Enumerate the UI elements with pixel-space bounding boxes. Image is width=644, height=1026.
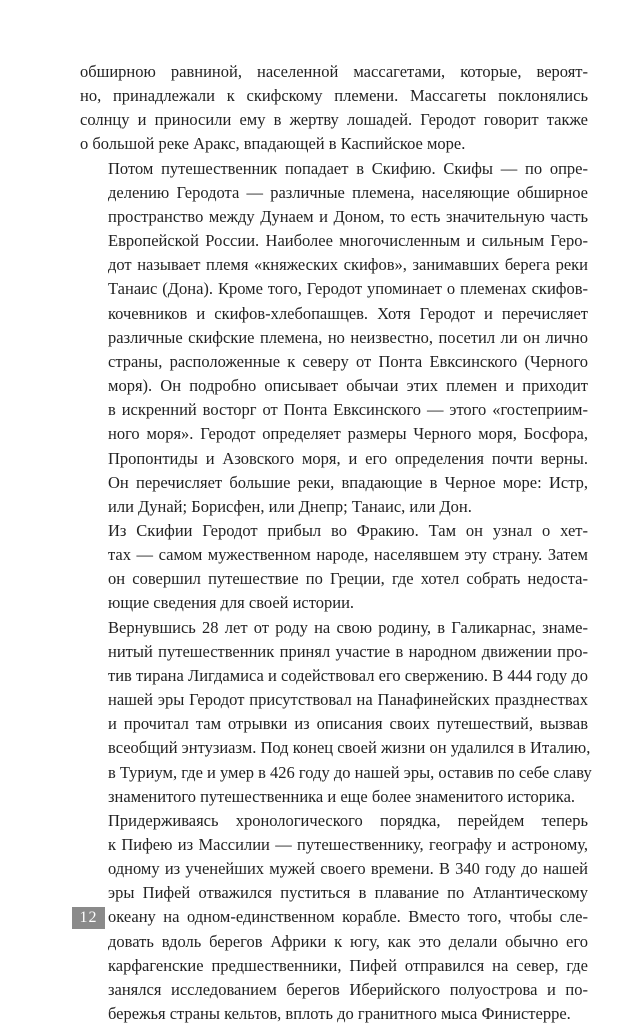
text-line: различные скифские племена, но неизвестно, посетил ли он лично xyxy=(108,327,588,347)
paragraph xyxy=(80,616,592,809)
text-line: занялся исследованием берегов Иберийского полуострова и по- xyxy=(108,979,588,999)
text-line: делению Геродота — различные племена, населяющие обширное xyxy=(108,182,588,202)
text-line: обширною равниной, населенной массагетами, которые, вероят- xyxy=(80,62,588,81)
text-line: и прочитал там отрывки из описания своих путешествий, вызвав xyxy=(108,714,588,734)
text-line: карфагенские предшественники, Пифей отправился на север, где xyxy=(108,955,588,975)
text-line: в Туриум, где и умер в 426 году до нашей эры, оставив по себе славу xyxy=(108,762,592,782)
text-line: знаменитого путешественника и еще более знаменитого историка. xyxy=(108,786,576,806)
text-line: или Дунай; Борисфен, или Днепр; Танаис, или Дон. xyxy=(108,496,472,516)
text-line: тах — самом мужественном народе, населявшем эту страну. Затем xyxy=(108,545,588,565)
text-line: страны, расположенные к северу от Понта Евксинского (Черного xyxy=(108,351,588,371)
text-line: тив тирана Лигдамиса и содействовал его свержению. В 444 году до xyxy=(108,665,588,685)
text-line: кочевников и скифов-хлебопашцев. Хотя Геродот и перечисляет xyxy=(108,303,588,323)
text-line: всеобщий энтузиазм. Под конец своей жизни он удалился в Италию, xyxy=(108,738,591,758)
paragraph xyxy=(80,809,588,1026)
text-line: одному из ученейших мужей своего времени. В 340 году до нашей xyxy=(108,859,588,879)
text-line: в искренний восторг от Понта Евксинского — этого «гостеприим- xyxy=(108,400,588,420)
paragraph xyxy=(80,519,588,616)
text-line: ного моря». Геродот определяет размеры Черного моря, Босфора, xyxy=(108,424,588,444)
text-line: Из Скифии Геродот прибыл во Фракию. Там он узнал о хет- xyxy=(108,520,588,540)
text-line: эры Пифей отважился пуститься в плавание по Атлантическому xyxy=(108,883,588,903)
text-line: моря). Он подробно описывает обычаи этих племен и приходит xyxy=(108,376,588,396)
text-line: Танаис (Дона). Кроме того, Геродот упоминает о племенах скифов- xyxy=(108,279,588,299)
text-line: но, принадлежали к скифскому племени. Массагеты поклонялись xyxy=(80,86,588,106)
text-line: довать вдоль берегов Африки к югу, как это делали обычно его xyxy=(108,931,588,951)
text-line: океану на одном-единственном корабле. Вместо того, чтобы сле- xyxy=(108,907,588,927)
body-text xyxy=(80,60,592,1026)
text-line: нашей эры Геродот присутствовал на Панафинейских празднествах xyxy=(108,690,588,710)
text-line: Потом путешественник попадает в Скифию. Скифы — по опре- xyxy=(108,158,588,178)
page-number: 12 xyxy=(72,907,105,929)
text-line: пространство между Дунаем и Доном, то есть значительную часть xyxy=(108,206,588,226)
text-line: Он перечисляет большие реки, впадающие в Черное море: Истр, xyxy=(108,472,588,492)
text-line: солнцу и приносили ему в жертву лошадей. Геродот говорит также xyxy=(80,110,588,130)
text-line: дот называет племя «княжеских скифов», занимавших берега реки xyxy=(108,255,588,275)
paragraph xyxy=(80,60,588,157)
text-line: ющие сведения для своей истории. xyxy=(108,593,355,613)
text-line: Пропонтиды и Азовского моря, и его определения почти верны. xyxy=(108,448,588,468)
paragraph xyxy=(80,157,588,519)
text-line: Вернувшись 28 лет от роду на свою родину, в Галикарнас, знаме- xyxy=(108,617,588,637)
text-line: к Пифею из Массилии — путешественнику, географу и астроному, xyxy=(108,835,588,854)
text-line: о большой реке Аракс, впадающей в Каспийское море. xyxy=(80,134,466,154)
text-line: Европейской России. Наиболее многочисленным и сильным Геро- xyxy=(108,231,588,251)
text-line: он совершил путешествие по Греции, где хотел собрать недоста- xyxy=(108,569,588,589)
text-line: Придерживаясь хронологического порядка, перейдем теперь xyxy=(108,810,588,830)
text-line: нитый путешественник принял участие в народном движении про- xyxy=(108,641,588,661)
text-line: бережья страны кельтов, вплоть до гранитного мыса Финистерре. xyxy=(108,1004,571,1024)
